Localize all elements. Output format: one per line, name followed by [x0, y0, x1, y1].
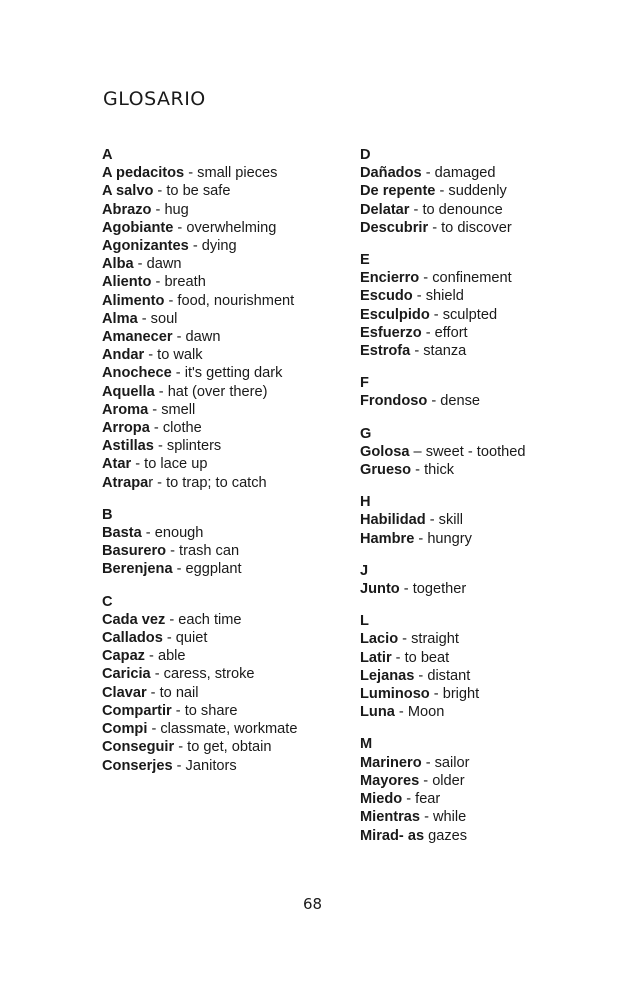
glossary-entry	[360, 667, 575, 685]
glossary-entry	[360, 324, 575, 342]
glossary-entry	[102, 560, 317, 578]
glossary-entry	[102, 524, 317, 542]
entry-term: Frondoso	[360, 393, 428, 410]
glossary-entry	[102, 255, 317, 273]
entry-term: Miedo	[360, 791, 403, 808]
section-letter: L	[360, 613, 369, 630]
entry-term: Agobiante	[102, 219, 174, 236]
entry-definition: - to nail	[146, 684, 199, 701]
entry-term: Clavar	[102, 684, 147, 701]
entry-definition: – sweet - toothed	[409, 443, 526, 460]
glossary-entry	[360, 306, 575, 324]
entry-definition: - hungry	[414, 530, 472, 547]
entry-definition: - damaged	[421, 165, 496, 182]
entry-term: Conserjes	[102, 757, 173, 774]
glossary-section-h	[360, 493, 575, 548]
glossary-entry	[102, 273, 317, 291]
entry-definition: - to lace up	[131, 456, 208, 473]
entry-definition: - Moon	[394, 704, 445, 721]
glossary-entry	[360, 219, 575, 237]
entry-term: De repente	[360, 183, 436, 200]
entry-definition: - small pieces	[184, 165, 278, 182]
entry-definition: - classmate, workmate	[147, 721, 298, 738]
glossary-entry	[102, 738, 317, 756]
entry-term: Latir	[360, 649, 392, 666]
entry-term: Alma	[102, 310, 138, 327]
glossary-entry	[360, 754, 575, 772]
entry-term: Mayores	[360, 772, 420, 789]
glossary-entry	[102, 647, 317, 665]
entry-term: Junto	[360, 581, 400, 598]
entry-definition: - dense	[427, 393, 481, 410]
glossary-entry	[360, 530, 575, 548]
glossary-section-j	[360, 562, 575, 598]
section-letter: J	[360, 562, 369, 579]
glossary-entry	[102, 364, 317, 382]
section-letter: F	[360, 375, 369, 392]
entry-term: Luminoso	[360, 686, 430, 703]
entry-definition: - dying	[188, 238, 237, 255]
glossary-entry	[102, 474, 317, 492]
entry-term: Aroma	[102, 401, 149, 418]
entry-definition: - older	[419, 772, 465, 789]
entry-definition: - Janitors	[172, 757, 237, 774]
glossary-entry	[102, 665, 317, 683]
entry-definition: - together	[399, 581, 467, 598]
glossary-entry	[102, 201, 317, 219]
glossary-section-c	[102, 593, 317, 775]
glossary-section-d	[360, 146, 575, 237]
entry-term: Mirad- as	[360, 827, 425, 844]
glossary-entry	[360, 392, 575, 410]
entry-term: Delatar	[360, 201, 410, 218]
glossary-entry	[102, 237, 317, 255]
entry-term: Atar	[102, 456, 132, 473]
entry-term: Descubrir	[360, 219, 429, 236]
glossary-entry	[360, 342, 575, 360]
entry-term: Lejanas	[360, 667, 415, 684]
entry-definition: - bright	[429, 686, 480, 703]
entry-term: Marinero	[360, 754, 422, 771]
entry-term: Compartir	[102, 702, 172, 719]
entry-term: Capaz	[102, 648, 145, 665]
glossary-entry	[360, 164, 575, 182]
entry-definition: - thick	[411, 462, 455, 479]
entry-definition: - to beat	[391, 649, 450, 666]
glossary-right-column	[360, 146, 575, 859]
glossary-entry	[360, 685, 575, 703]
entry-term: Habilidad	[360, 512, 426, 529]
entry-term: Golosa	[360, 443, 410, 460]
glossary-section-f	[360, 374, 575, 410]
glossary-entry	[102, 757, 317, 775]
glossary-entry	[360, 182, 575, 200]
entry-definition: - dawn	[172, 329, 221, 346]
section-letter: H	[360, 494, 371, 511]
entry-term: Atrapa	[102, 474, 149, 491]
entry-term: Mientras	[360, 809, 421, 826]
entry-definition: - food, nourishment	[164, 292, 295, 309]
section-letter: B	[102, 506, 113, 523]
glossary-entry	[360, 630, 575, 648]
entry-term: Esfuerzo	[360, 324, 422, 341]
entry-term: Anochece	[102, 365, 172, 382]
entry-definition: - hug	[151, 201, 189, 218]
entry-definition: - soul	[137, 310, 178, 327]
entry-term: Luna	[360, 704, 395, 721]
glossary-entry	[102, 419, 317, 437]
entry-definition: - sailor	[421, 754, 470, 771]
entry-term: Aquella	[102, 383, 155, 400]
glossary-section-b	[102, 506, 317, 579]
entry-definition: - hat (over there)	[154, 383, 268, 400]
glossary-entry	[360, 201, 575, 219]
entry-term: Lacio	[360, 631, 399, 648]
entry-definition: - smell	[148, 401, 196, 418]
entry-term: Agonizantes	[102, 238, 189, 255]
glossary-section-e	[360, 251, 575, 360]
entry-definition: - splinters	[153, 438, 222, 455]
entry-definition: - effort	[421, 324, 468, 341]
glossary-entry	[360, 703, 575, 721]
entry-definition: - trash can	[166, 543, 240, 560]
glossary-title: GLOSARIO	[103, 88, 206, 110]
glossary-entry	[102, 292, 317, 310]
glossary-entry	[102, 164, 317, 182]
glossary-entry	[360, 827, 575, 845]
entry-definition: - to get, obtain	[174, 739, 272, 756]
entry-term: Caricia	[102, 666, 151, 683]
entry-term: Aliento	[102, 274, 152, 291]
entry-definition: - distant	[414, 667, 471, 684]
glossary-entry	[360, 580, 575, 598]
entry-term: Arropa	[102, 420, 150, 437]
entry-term: Encierro	[360, 270, 420, 287]
entry-term: Esculpido	[360, 306, 430, 323]
entry-term: Conseguir	[102, 739, 175, 756]
glossary-section-l	[360, 612, 575, 721]
entry-definition: - each time	[165, 611, 242, 628]
glossary-entry	[360, 790, 575, 808]
section-letter: M	[360, 736, 373, 753]
entry-term: Astillas	[102, 438, 154, 455]
glossary-entry	[102, 219, 317, 237]
entry-definition: gazes	[424, 827, 468, 844]
entry-definition: - shield	[412, 288, 464, 305]
entry-definition: - to walk	[144, 347, 203, 364]
entry-term: Escudo	[360, 288, 413, 305]
glossary-entry	[360, 443, 575, 461]
glossary-entry	[102, 611, 317, 629]
section-letter: G	[360, 425, 372, 442]
entry-definition: - quiet	[162, 630, 208, 647]
entry-term: Hambre	[360, 530, 415, 547]
entry-definition: - fear	[402, 791, 441, 808]
glossary-entry	[360, 808, 575, 826]
entry-term: A pedacitos	[102, 165, 185, 182]
glossary-entry	[102, 328, 317, 346]
entry-definition: - sculpted	[429, 306, 498, 323]
entry-term: Callados	[102, 630, 163, 647]
entry-definition: - enough	[141, 525, 204, 542]
entry-definition: - eggplant	[172, 561, 242, 578]
glossary-entry	[102, 182, 317, 200]
entry-term: Andar	[102, 347, 145, 364]
entry-term: Compi	[102, 721, 148, 738]
section-letter: C	[102, 593, 113, 610]
glossary-left-column	[102, 146, 317, 789]
entry-definition: - to share	[171, 702, 238, 719]
section-letter: D	[360, 147, 371, 163]
glossary-entry	[360, 649, 575, 667]
entry-definition: - overwhelming	[173, 219, 277, 236]
section-letter: E	[360, 252, 370, 269]
entry-term: Dañados	[360, 165, 422, 182]
entry-definition: - while	[420, 809, 467, 826]
entry-term: Grueso	[360, 462, 412, 479]
glossary-entry	[102, 346, 317, 364]
entry-term: Abrazo	[102, 201, 152, 218]
entry-definition: - confinement	[419, 270, 512, 287]
entry-definition: - stanza	[410, 343, 467, 360]
entry-definition: - to discover	[428, 219, 512, 236]
entry-definition: - to be safe	[153, 183, 231, 200]
entry-definition: - straight	[398, 631, 459, 648]
glossary-entry	[102, 455, 317, 473]
entry-definition: - dawn	[133, 256, 182, 273]
entry-term: Amanecer	[102, 329, 173, 346]
glossary-entry	[360, 269, 575, 287]
glossary-section-g	[360, 425, 575, 480]
glossary-entry	[360, 511, 575, 529]
entry-definition: - to denounce	[409, 201, 503, 218]
glossary-entry	[102, 437, 317, 455]
entry-definition: - clothe	[149, 420, 202, 437]
glossary-entry	[102, 542, 317, 560]
glossary-section-m	[360, 735, 575, 844]
entry-term: A salvo	[102, 183, 154, 200]
glossary-entry	[360, 772, 575, 790]
glossary-section-a	[102, 146, 317, 492]
glossary-entry	[102, 702, 317, 720]
glossary-entry	[102, 401, 317, 419]
entry-term: Estrofa	[360, 343, 411, 360]
entry-definition: - able	[144, 648, 186, 665]
entry-term: Alimento	[102, 292, 165, 309]
section-letter: A	[102, 147, 113, 163]
entry-term: Berenjena	[102, 561, 173, 578]
glossary-entry	[102, 684, 317, 702]
glossary-entry	[102, 629, 317, 647]
entry-term: Basta	[102, 525, 142, 542]
entry-definition: - it's getting dark	[171, 365, 283, 382]
glossary-entry	[102, 383, 317, 401]
entry-definition: - caress, stroke	[150, 666, 255, 683]
glossary-entry	[102, 720, 317, 738]
glossary-entry	[102, 310, 317, 328]
page-number: 68	[302, 895, 323, 913]
entry-term: Alba	[102, 256, 134, 273]
glossary-entry	[360, 461, 575, 479]
entry-definition: - skill	[425, 512, 463, 529]
entry-definition: - suddenly	[435, 183, 507, 200]
entry-term: Cada vez	[102, 611, 166, 628]
glossary-entry	[360, 287, 575, 305]
entry-term: Basurero	[102, 543, 167, 560]
entry-definition: - breath	[151, 274, 206, 291]
entry-definition: r - to trap; to catch	[148, 474, 267, 491]
